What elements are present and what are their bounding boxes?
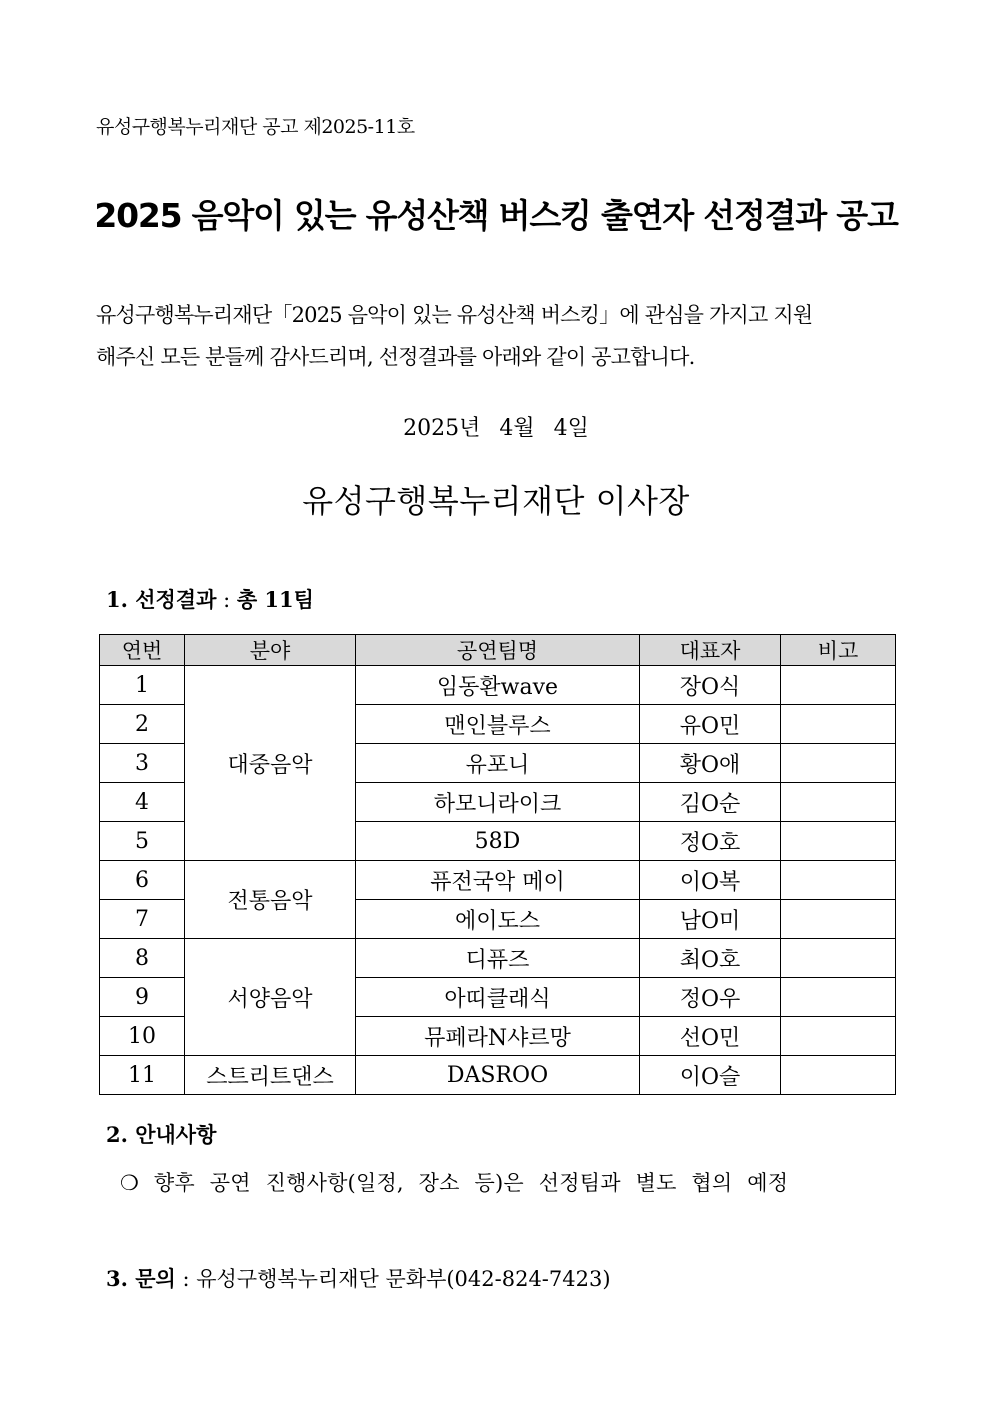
table-row <box>100 1056 896 1095</box>
section3-heading <box>106 1263 611 1293</box>
representative: 장O식 <box>640 666 781 705</box>
category-cell: 서양음악 <box>185 939 356 1056</box>
intro-line: 해주신 모든 분들께 감사드리며, 선정결과를 아래와 같이 공고합니다. <box>96 345 695 369</box>
team-name: 58D <box>356 822 640 861</box>
notice-number: 유성구행복누리재단 공고 제2025-11호 <box>96 116 415 138</box>
representative: 김O순 <box>640 783 781 822</box>
representative: 정O호 <box>640 822 781 861</box>
table-row <box>100 939 896 978</box>
row-number: 10 <box>100 1017 185 1056</box>
selection-results-table <box>99 634 896 1095</box>
category-cell: 스트리트댄스 <box>185 1056 356 1095</box>
note-cell <box>781 939 896 978</box>
representative: 남O미 <box>640 900 781 939</box>
representative: 유O민 <box>640 705 781 744</box>
row-number: 6 <box>100 861 185 900</box>
section2-title: 2. 안내사항 <box>106 1122 217 1147</box>
header-representative: 대표자 <box>640 635 781 666</box>
team-name: 임동환wave <box>356 666 640 705</box>
note-cell <box>781 1056 896 1095</box>
row-number: 9 <box>100 978 185 1017</box>
team-name: DASROO <box>356 1056 640 1095</box>
notice-date: 2025년 4월 4일 <box>403 416 589 441</box>
row-number: 5 <box>100 822 185 861</box>
section1-heading <box>106 584 314 614</box>
note-cell <box>781 822 896 861</box>
section1-separator: : <box>216 588 237 612</box>
team-name: 맨인블루스 <box>356 705 640 744</box>
notice-bullet <box>120 1167 788 1197</box>
table-header-row <box>100 635 896 666</box>
table-row <box>100 666 896 705</box>
note-cell <box>781 783 896 822</box>
representative: 황O애 <box>640 744 781 783</box>
section2-heading <box>106 1119 216 1149</box>
circle-bullet-icon: ❍ <box>120 1171 140 1195</box>
header-number: 연번 <box>100 635 185 666</box>
row-number: 2 <box>100 705 185 744</box>
note-cell <box>781 1017 896 1056</box>
row-number: 7 <box>100 900 185 939</box>
note-cell <box>781 705 896 744</box>
note-cell <box>781 861 896 900</box>
intro-line: 유성구행복누리재단「2025 음악이 있는 유성산책 버스킹」에 관심을 가지고 지원 <box>96 303 813 327</box>
team-name: 퓨전국악 메이 <box>356 861 640 900</box>
team-name: 하모니라이크 <box>356 783 640 822</box>
team-name: 에이도스 <box>356 900 640 939</box>
note-cell <box>781 900 896 939</box>
row-number: 3 <box>100 744 185 783</box>
note-cell <box>781 666 896 705</box>
team-name: 아띠클래식 <box>356 978 640 1017</box>
contact-info: 유성구행복누리재단 문화부(042-824-7423) <box>196 1267 611 1291</box>
representative: 정O우 <box>640 978 781 1017</box>
note-cell <box>781 744 896 783</box>
header-team: 공연팀명 <box>356 635 640 666</box>
row-number: 1 <box>100 666 185 705</box>
issuer: 유성구행복누리재단 이사장 <box>302 482 690 520</box>
representative: 최O호 <box>640 939 781 978</box>
row-number: 8 <box>100 939 185 978</box>
header-note: 비고 <box>781 635 896 666</box>
category-cell: 대중음악 <box>185 666 356 861</box>
section1-summary: 총 11팀 <box>236 587 314 612</box>
table-row <box>100 861 896 900</box>
section1-title: 1. 선정결과 <box>106 587 217 612</box>
category-cell: 전통음악 <box>185 861 356 939</box>
team-name: 디퓨즈 <box>356 939 640 978</box>
bullet-text: 향후 공연 진행사항(일정, 장소 등)은 선정팀과 별도 협의 예정 <box>153 1171 789 1195</box>
section3-separator: : <box>175 1267 197 1291</box>
representative: 선O민 <box>640 1017 781 1056</box>
section3-title: 3. 문의 <box>106 1266 176 1291</box>
team-name: 유포니 <box>356 744 640 783</box>
header-category: 분야 <box>185 635 356 666</box>
representative: 이O복 <box>640 861 781 900</box>
intro-paragraph <box>96 294 896 378</box>
note-cell <box>781 978 896 1017</box>
row-number: 4 <box>100 783 185 822</box>
page-title: 2025 음악이 있는 유성산책 버스킹 출연자 선정결과 공고 <box>94 196 898 235</box>
representative: 이O슬 <box>640 1056 781 1095</box>
row-number: 11 <box>100 1056 185 1095</box>
team-name: 뮤페라N샤르망 <box>356 1017 640 1056</box>
